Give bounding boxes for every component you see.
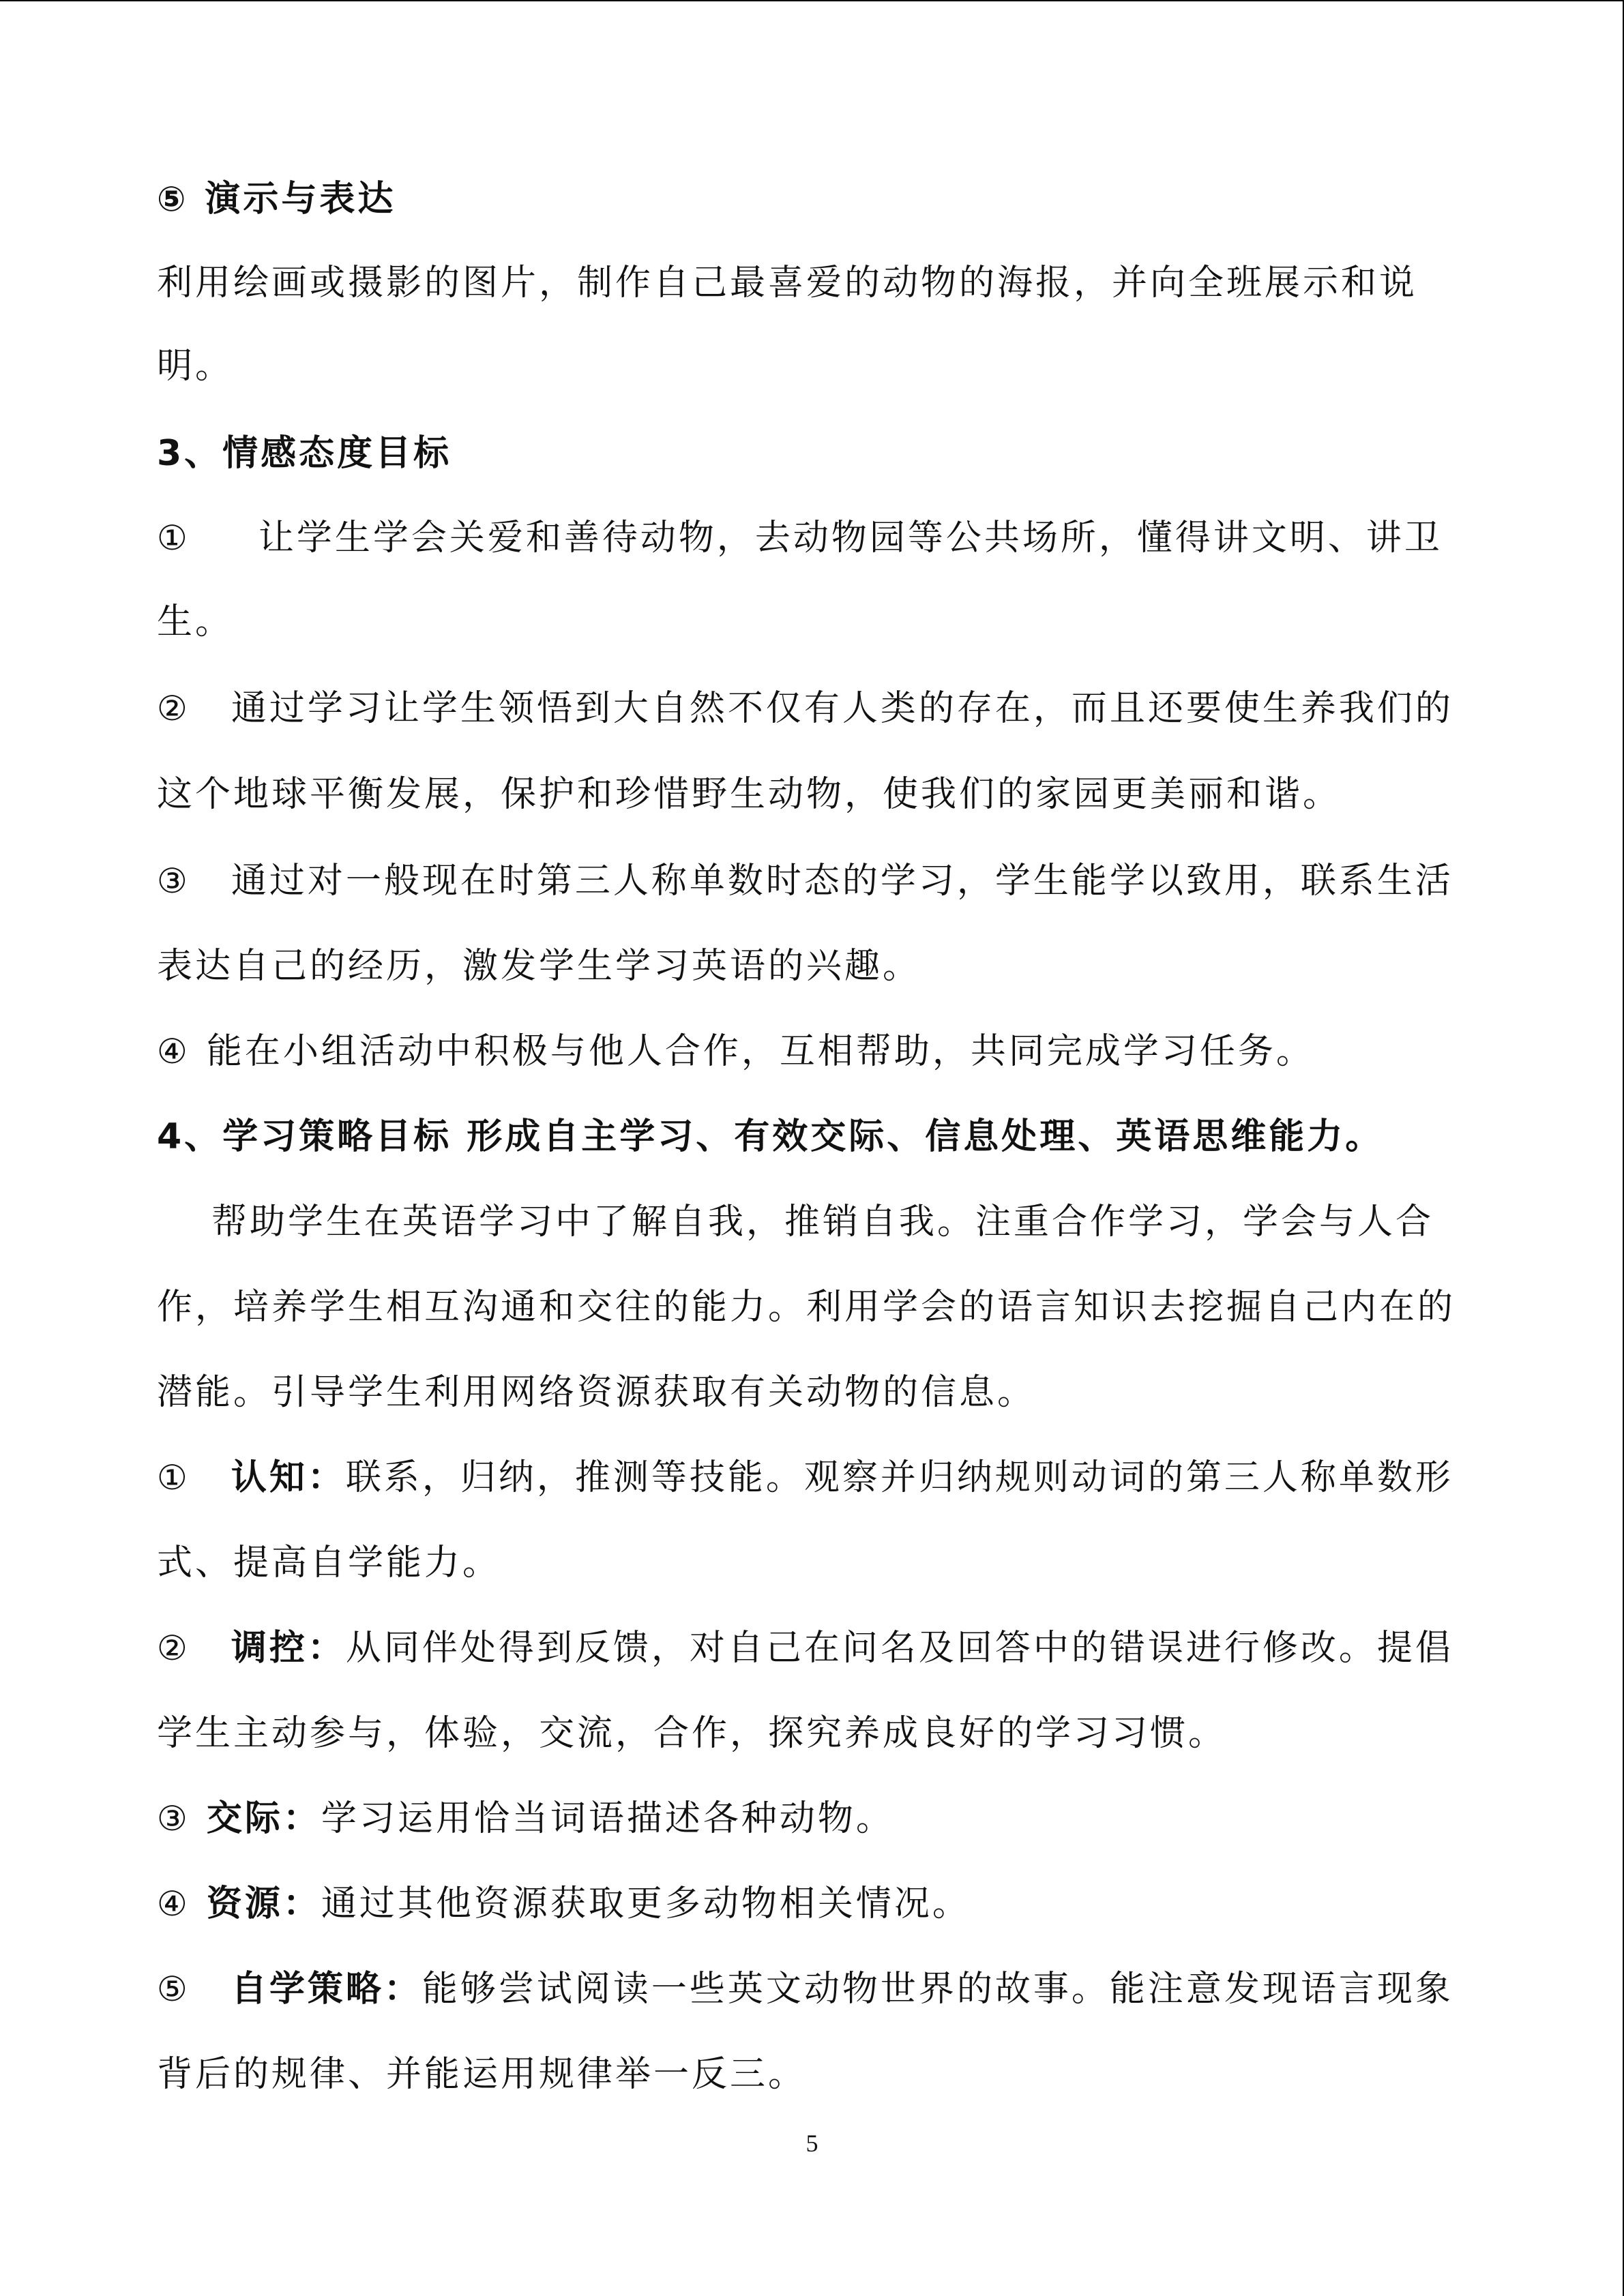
list-item [157, 1624, 1494, 1672]
section-heading-4: 4、学习策略目标 形成自主学习、有效交际、信息处理、英语思维能力。 [157, 1116, 1384, 1157]
item-text: 通过对一般现在时第三人称单数时态的学习，学生能学以致用，联系生活 [231, 861, 1453, 901]
paragraph-line: 背后的规律、并能运用规律举一反三。 [157, 2054, 807, 2095]
paragraph-line: 式、提高自学能力。 [157, 1542, 501, 1583]
list-item [157, 1454, 1494, 1502]
section-heading-3: 3、情感态度目标 [157, 433, 452, 474]
circled-number: ③ [157, 1799, 190, 1838]
item-label: 交际： [206, 1798, 321, 1839]
circled-number: ④ [157, 1032, 190, 1071]
circled-number: ③ [157, 861, 190, 901]
circled-number: ② [157, 689, 190, 728]
circled-number: ① [157, 518, 190, 558]
list-item [157, 857, 1494, 905]
page-number: 5 [806, 2130, 818, 2157]
item-text: 能够尝试阅读一些英文动物世界的故事。能注意发现语言现象 [422, 1969, 1453, 2010]
item-text: 通过学习让学生领悟到大自然不仅有人类的存在，而且还要使生养我们的 [231, 688, 1453, 729]
circled-number: ⑤ [157, 179, 189, 219]
circled-number: ① [157, 1458, 190, 1497]
list-item [157, 1028, 1494, 1075]
list-item [157, 1965, 1494, 2013]
list-item [157, 1880, 1494, 1928]
item-text: 能在小组活动中积极与他人合作，互相帮助，共同完成学习任务。 [206, 1031, 1314, 1072]
paragraph-line: 学生主动参与，体验，交流，合作，探究养成良好的学习习惯。 [157, 1713, 1227, 1754]
paragraph-line: 潜能。引导学生利用网络资源获取有关动物的信息。 [157, 1372, 1036, 1413]
paragraph-line: 这个地球平衡发展，保护和珍惜野生动物，使我们的家园更美丽和谐。 [157, 774, 1342, 815]
item-text: 通过其他资源获取更多动物相关情况。 [321, 1883, 971, 1924]
item-label: 自学策略： [231, 1969, 422, 2010]
list-item [157, 1795, 1494, 1843]
item-label: 资源： [206, 1883, 321, 1924]
paragraph-line: 表达自己的经历，激发学生学习英语的兴趣。 [157, 946, 921, 987]
paragraph-line: 明。 [157, 346, 234, 387]
list-item [157, 685, 1494, 732]
item-text: 学习运用恰当词语描述各种动物。 [321, 1798, 894, 1839]
circled-number: ② [157, 1628, 190, 1668]
circled-number: ⑤ [157, 1969, 190, 2009]
paragraph-line: 帮助学生在英语学习中了解自我，推销自我。注重合作学习，学会与人合 [211, 1202, 1434, 1242]
item-text: 联系，归纳，推测等技能。观察并归纳规则动词的第三人称单数形 [345, 1457, 1453, 1498]
heading-demonstration [157, 175, 1494, 223]
paragraph-line: 作，培养学生相互沟通和交往的能力。利用学会的语言知识去挖掘自己内在的 [157, 1287, 1456, 1328]
list-item [157, 514, 1494, 562]
item-text: 让学生学会关爱和善待动物，去动物园等公共场所，懂得讲文明、讲卫 [258, 518, 1443, 558]
circled-number: ④ [157, 1884, 190, 1924]
item-text: 从同伴处得到反馈，对自己在问名及回答中的错误进行修改。提倡 [345, 1628, 1453, 1669]
item-label: 演示与表达 [205, 179, 396, 220]
item-label: 调控： [231, 1628, 346, 1669]
paragraph-line: 利用绘画或摄影的图片，制作自己最喜爱的动物的海报，并向全班展示和说 [157, 263, 1418, 303]
item-label: 认知： [231, 1457, 346, 1498]
paragraph-line: 生。 [157, 601, 234, 642]
